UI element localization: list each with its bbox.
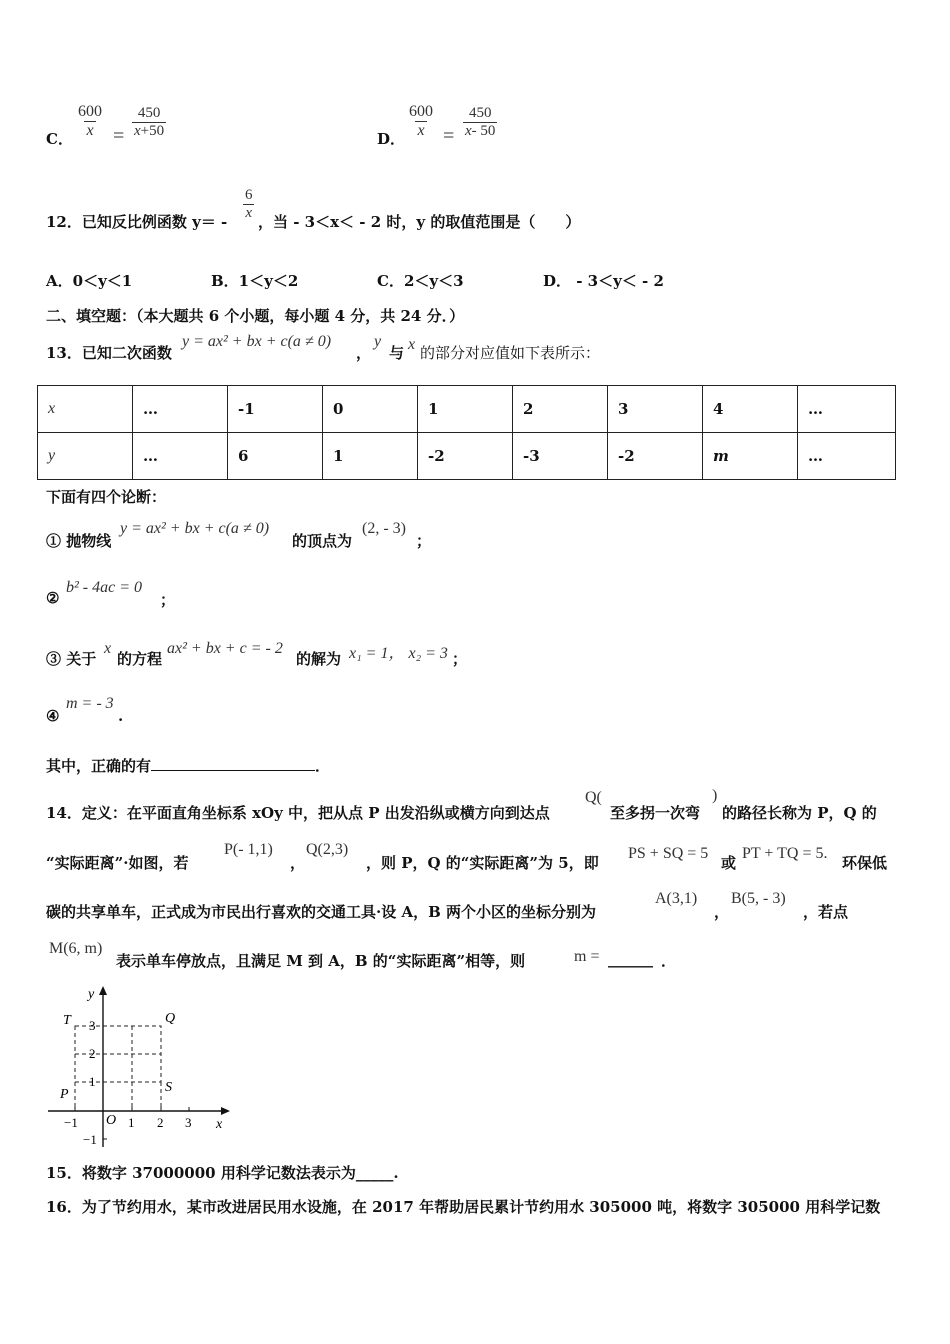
q12-suffix: ，当 - 3＜x＜ - 2 时，y 的取值范围是（ ） <box>258 213 581 231</box>
table-cell: -3 <box>513 433 608 480</box>
q14-point-b: B(5, - 3) <box>731 890 786 907</box>
judgment-2-end: ； <box>160 591 176 609</box>
fraction-denominator: x <box>245 205 253 221</box>
judgment-3-mid: 的方程 <box>117 650 163 668</box>
option-c-rhs-fraction <box>132 105 166 140</box>
q14-line2-suffix: 环保低 <box>842 854 888 872</box>
q14-paren-close: ) <box>712 787 718 804</box>
q14-equation-2: PT + TQ = 5. <box>742 845 828 862</box>
judgment-1-function: y = ax² + bx + c(a ≠ 0) <box>120 520 270 537</box>
y-tick-label: −1 <box>83 1132 97 1147</box>
q13-var-x: x <box>408 336 416 353</box>
table-row-y <box>38 433 896 480</box>
q12-fraction <box>243 187 255 222</box>
axis-label-y: y <box>88 987 95 1002</box>
fraction-numerator: 6 <box>245 187 253 203</box>
fraction-numerator: 600 <box>409 103 433 120</box>
table-cell: … <box>798 386 896 433</box>
table-cell: … <box>133 386 228 433</box>
table-cell: 2 <box>513 386 608 433</box>
dashed-grid <box>75 1026 161 1111</box>
q13-and: 与 <box>389 344 405 362</box>
answer-prefix: 其中，正确的有 <box>46 757 152 775</box>
q13-function: y = ax² + bx + c(a ≠ 0) <box>182 333 332 350</box>
table-cell: 1 <box>323 433 418 480</box>
q14-comma: ， <box>290 854 306 872</box>
q14-answer-blank[interactable]: ______ <box>608 950 653 968</box>
judgment-2-expression: b² - 4ac = 0 <box>66 579 143 596</box>
y-tick-label: 1 <box>89 1074 96 1089</box>
x-tick-label: −1 <box>64 1115 78 1130</box>
q16-text: 16．为了节约用水，某市改进居民用水设施，在 2017 年帮助居民累计节约用水 305000 吨，将数字 305000 用科学记数 <box>46 1198 881 1216</box>
q14-equation-1: PS + SQ = 5 <box>628 845 709 862</box>
q14-point-q: Q(2,3) <box>306 841 349 858</box>
judgment-2-marker: ② <box>46 589 60 607</box>
q12-option-d: D． - 3＜y＜ - 2 <box>543 272 664 290</box>
q14-or: 或 <box>721 854 737 872</box>
equals-sign: = <box>443 125 455 147</box>
table-cell: -2 <box>608 433 703 480</box>
q14-point-p: P(- 1,1) <box>224 841 273 858</box>
table-cell: 1 <box>418 386 513 433</box>
table-cell: -2 <box>418 433 513 480</box>
fraction-denominator: x <box>86 122 94 139</box>
q14-end: ． <box>661 952 677 970</box>
table-cell: 4 <box>703 386 798 433</box>
judgment-3-solutions: x₁ = 1， x₂ = 3 <box>349 645 448 662</box>
x-tick-label: 1 <box>128 1115 135 1130</box>
table-cell: … <box>798 433 896 480</box>
point-label-s: S <box>165 1080 172 1095</box>
den-var: x <box>465 123 472 139</box>
table-cell: 6 <box>228 433 323 480</box>
y-tick-label: 3 <box>89 1018 96 1033</box>
option-d-label: D． <box>377 130 406 148</box>
table-cell: 0 <box>323 386 418 433</box>
table-cell: … <box>133 433 228 480</box>
den-var: x <box>134 123 141 139</box>
q14-comma: ， <box>714 903 730 921</box>
q12-option-c: C．2＜y＜3 <box>377 272 464 290</box>
fraction-numerator: 450 <box>137 105 161 121</box>
q13-prefix: 13．已知二次函数 <box>46 344 172 362</box>
judgments-intro: 下面有四个论断： <box>46 488 167 506</box>
judgment-4-expression: m = - 3 <box>66 695 114 712</box>
q15-end: . <box>393 1164 399 1182</box>
fraction-denominator: x <box>417 122 425 139</box>
judgment-3-mid2: 的解为 <box>296 650 342 668</box>
q13-var-y: y <box>374 333 382 350</box>
den-rest: - 50 <box>471 123 496 139</box>
q14-point-m: M(6, m) <box>49 940 103 957</box>
table-cell: 3 <box>608 386 703 433</box>
q14-line3-suffix: ，若点 <box>803 903 849 921</box>
x-tick-label: 3 <box>185 1115 192 1130</box>
q13-suffix: 的部分对应值如下表所示： <box>420 344 601 362</box>
q14-line4-mid: 表示单车停放点，且满足 M 到 A，B 的“实际距离”相等，则 <box>116 952 526 970</box>
judgment-3-prefix: ③ 关于 <box>46 650 97 668</box>
answer-end: ． <box>315 757 331 775</box>
fraction-denominator <box>132 122 166 140</box>
q14-m-equals: m = <box>574 948 600 965</box>
table-row-x <box>38 386 896 433</box>
fraction-denominator <box>463 122 497 140</box>
q13-answer-line <box>46 754 330 776</box>
q14-point-a: A(3,1) <box>655 890 698 907</box>
den-rest: +50 <box>140 123 165 139</box>
option-d-rhs-fraction <box>463 105 497 140</box>
q13-comma: ， <box>356 344 372 362</box>
axis-label-x: x <box>216 1117 223 1132</box>
q14-line1-mid: 至多拐一次弯 <box>610 804 701 822</box>
point-label-t: T <box>63 1013 71 1028</box>
judgment-1-mid: 的顶点为 <box>292 532 353 550</box>
q14-line2-prefix: “实际距离”·如图，若 <box>46 854 189 872</box>
q14-point-q-open: Q( <box>585 789 602 806</box>
table-header-x: x <box>38 386 133 433</box>
judgment-1-point: (2, - 3) <box>362 520 406 537</box>
q14-line2-mid: ，则 P，Q 的“实际距离”为 5，即 <box>366 854 599 872</box>
q12-option-b: B．1＜y＜2 <box>211 272 299 290</box>
fraction-numerator: 450 <box>468 105 492 121</box>
equals-sign: = <box>113 125 125 147</box>
q14-line1-suffix: 的路径长称为 P，Q 的 <box>722 804 877 822</box>
fraction-numerator: 600 <box>78 103 102 120</box>
option-c-lhs-fraction <box>76 103 104 140</box>
q12-prefix: 12．已知反比例函数 y＝ - <box>46 213 228 231</box>
origin-label: O <box>106 1113 117 1128</box>
table-cell: -1 <box>228 386 323 433</box>
judgment-1-end: ； <box>416 532 432 550</box>
judgment-3-equation: ax² + bx + c = - 2 <box>167 640 283 657</box>
section-title: 二、填空题：（本大题共 6 个小题，每小题 4 分，共 24 分．） <box>46 307 465 325</box>
q15-prefix: 15．将数字 37000000 用科学记数法表示为 <box>46 1164 356 1182</box>
judgment-3-end: ； <box>452 650 468 668</box>
table-header-y: y <box>38 433 133 480</box>
y-tick-label: 2 <box>89 1046 96 1061</box>
point-label-q: Q <box>165 1011 176 1026</box>
judgment-4-end: . <box>118 707 124 725</box>
answer-blank[interactable] <box>151 754 315 771</box>
q12-option-a: A．0＜y＜1 <box>46 272 133 290</box>
judgment-1-prefix: ① 抛物线 <box>46 532 112 550</box>
coordinate-figure <box>40 982 240 1154</box>
q14-line1-prefix: 14．定义：在平面直角坐标系 xOy 中，把从点 P 出发沿纵或横方向到达点 <box>46 804 550 822</box>
option-d-lhs-fraction <box>407 103 435 140</box>
point-label-p: P <box>60 1087 69 1102</box>
table-cell: m <box>703 433 798 480</box>
y-axis-arrow <box>99 986 107 995</box>
x-tick-label: 2 <box>157 1115 164 1130</box>
judgment-3-var-x: x <box>104 640 112 657</box>
q15-line <box>46 1162 399 1183</box>
option-c-label: C． <box>46 130 73 148</box>
value-table <box>37 385 896 480</box>
q14-line3-prefix: 碳的共享单车，正式成为市民出行喜欢的交通工具·设 A，B 两个小区的坐标分别为 <box>46 903 596 921</box>
q15-answer-blank[interactable]: _____ <box>355 1164 394 1182</box>
judgment-4-marker: ④ <box>46 707 60 725</box>
x-axis-arrow <box>221 1107 230 1115</box>
